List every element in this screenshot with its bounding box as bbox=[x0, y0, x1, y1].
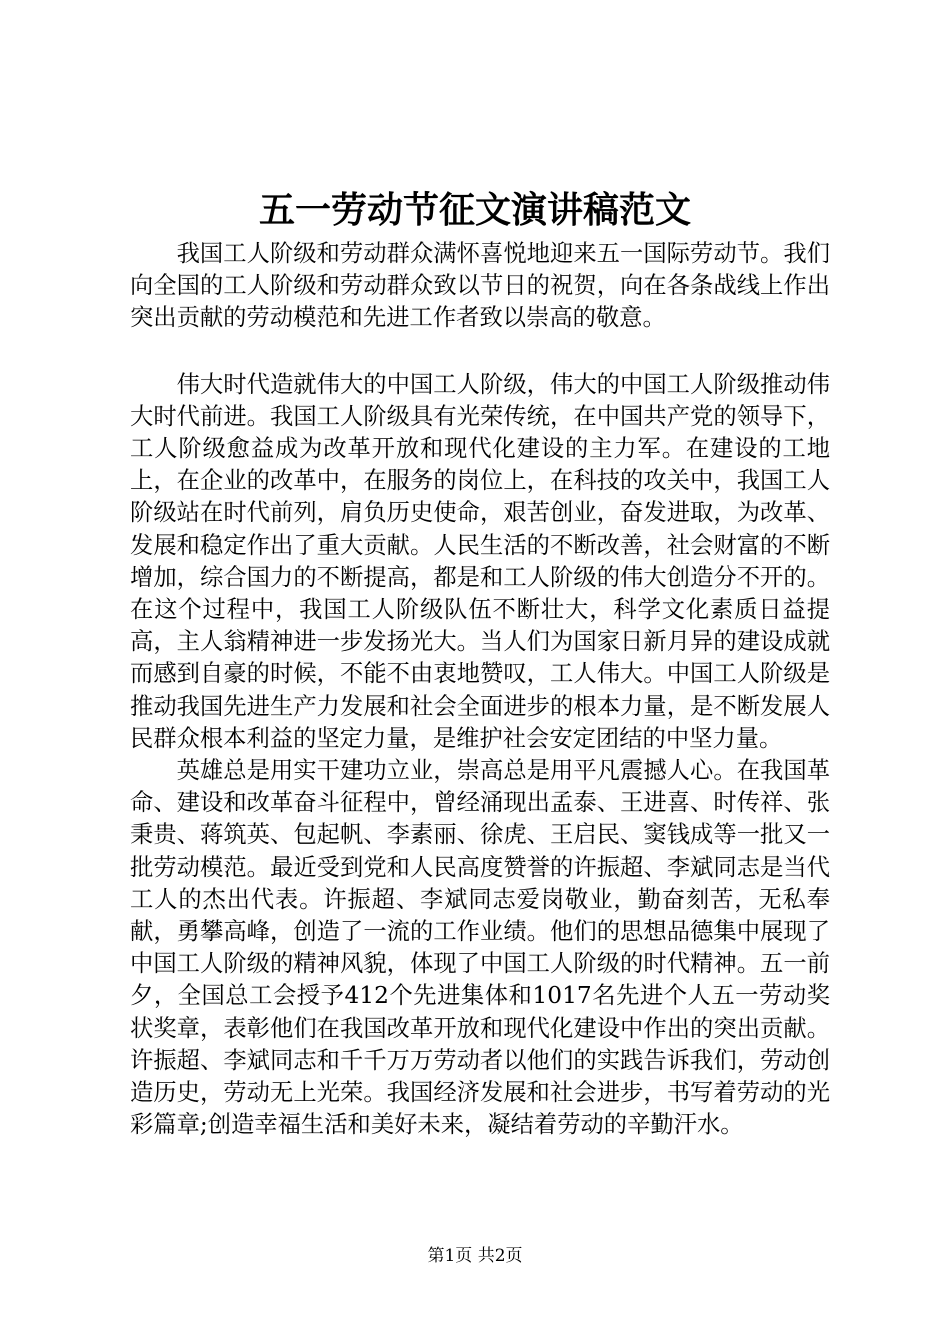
document-body bbox=[130, 238, 830, 1141]
page-number-footer: 第1页 共2页 bbox=[427, 1246, 523, 1266]
document-title: 五一劳动节征文演讲稿范文 bbox=[258, 189, 691, 231]
paragraph-1: 我国工人阶级和劳动群众满怀喜悦地迎来五一国际劳动节。我们向全国的工人阶级和劳动群众致以节日的祝贺，向在各条战线上作出突出贡献的劳动模范和先进工作者致以崇高的敬意。 bbox=[130, 240, 830, 332]
paragraph-3: 英雄总是用实干建功立业，崇高总是用平凡震撼人心。在我国革命、建设和改革奋斗征程中，曾经涌现出孟泰、王进喜、时传祥、张秉贵、蒋筑英、包起帆、李素丽、徐虎、王启民、窦钱成等一批又一批劳动模范。最近受到党和人民高度赞誉的许振超、李斌同志是当代工人的杰出代表。许振超、李斌同志爱岗敬业，勤奋刻苦，无私奉献，勇攀高峰，创造了一流的工作业绩。他们的思想品德集中展现了中国工人阶级的精神风貌，体现了中国工人阶级的时代精神。五一前夕，全国总工会授予412个先进集体和1017名先进个人五一劳动奖状奖章，表彰他们在我国改革开放和现代化建设中作出的突出贡献。许振超、李斌同志和千千万万劳动者以他们的实践告诉我们，劳动创造历史，劳动无上光荣。我国经济发展和社会进步，书写着劳动的光彩篇章;创造幸福生活和美好未来，凝结着劳动的辛勤汗水。 bbox=[130, 757, 830, 1139]
paragraph-2: 伟大时代造就伟大的中国工人阶级，伟大的中国工人阶级推动伟大时代前进。我国工人阶级具有光荣传统，在中国共产党的领导下，工人阶级愈益成为改革开放和现代化建设的主力军。在建设的工地上，在企业的改革中，在服务的岗位上，在科技的攻关中，我国工人阶级站在时代前列，肩负历史使命，艰苦创业，奋发进取，为改革、发展和稳定作出了重大贡献。人民生活的不断改善，社会财富的不断增加，综合国力的不断提高，都是和工人阶级的伟大创造分不开的。在这个过程中，我国工人阶级队伍不断壮大，科学文化素质日益提高，主人翁精神进一步发扬光大。当人们为国家日新月异的建设成就而感到自豪的时候，不能不由衷地赞叹，工人伟大。中国工人阶级是推动我国先进生产力发展和社会全面进步的根本力量，是不断发展人民群众根本利益的坚定力量，是维护社会安定团结的中坚力量。 bbox=[130, 370, 830, 752]
